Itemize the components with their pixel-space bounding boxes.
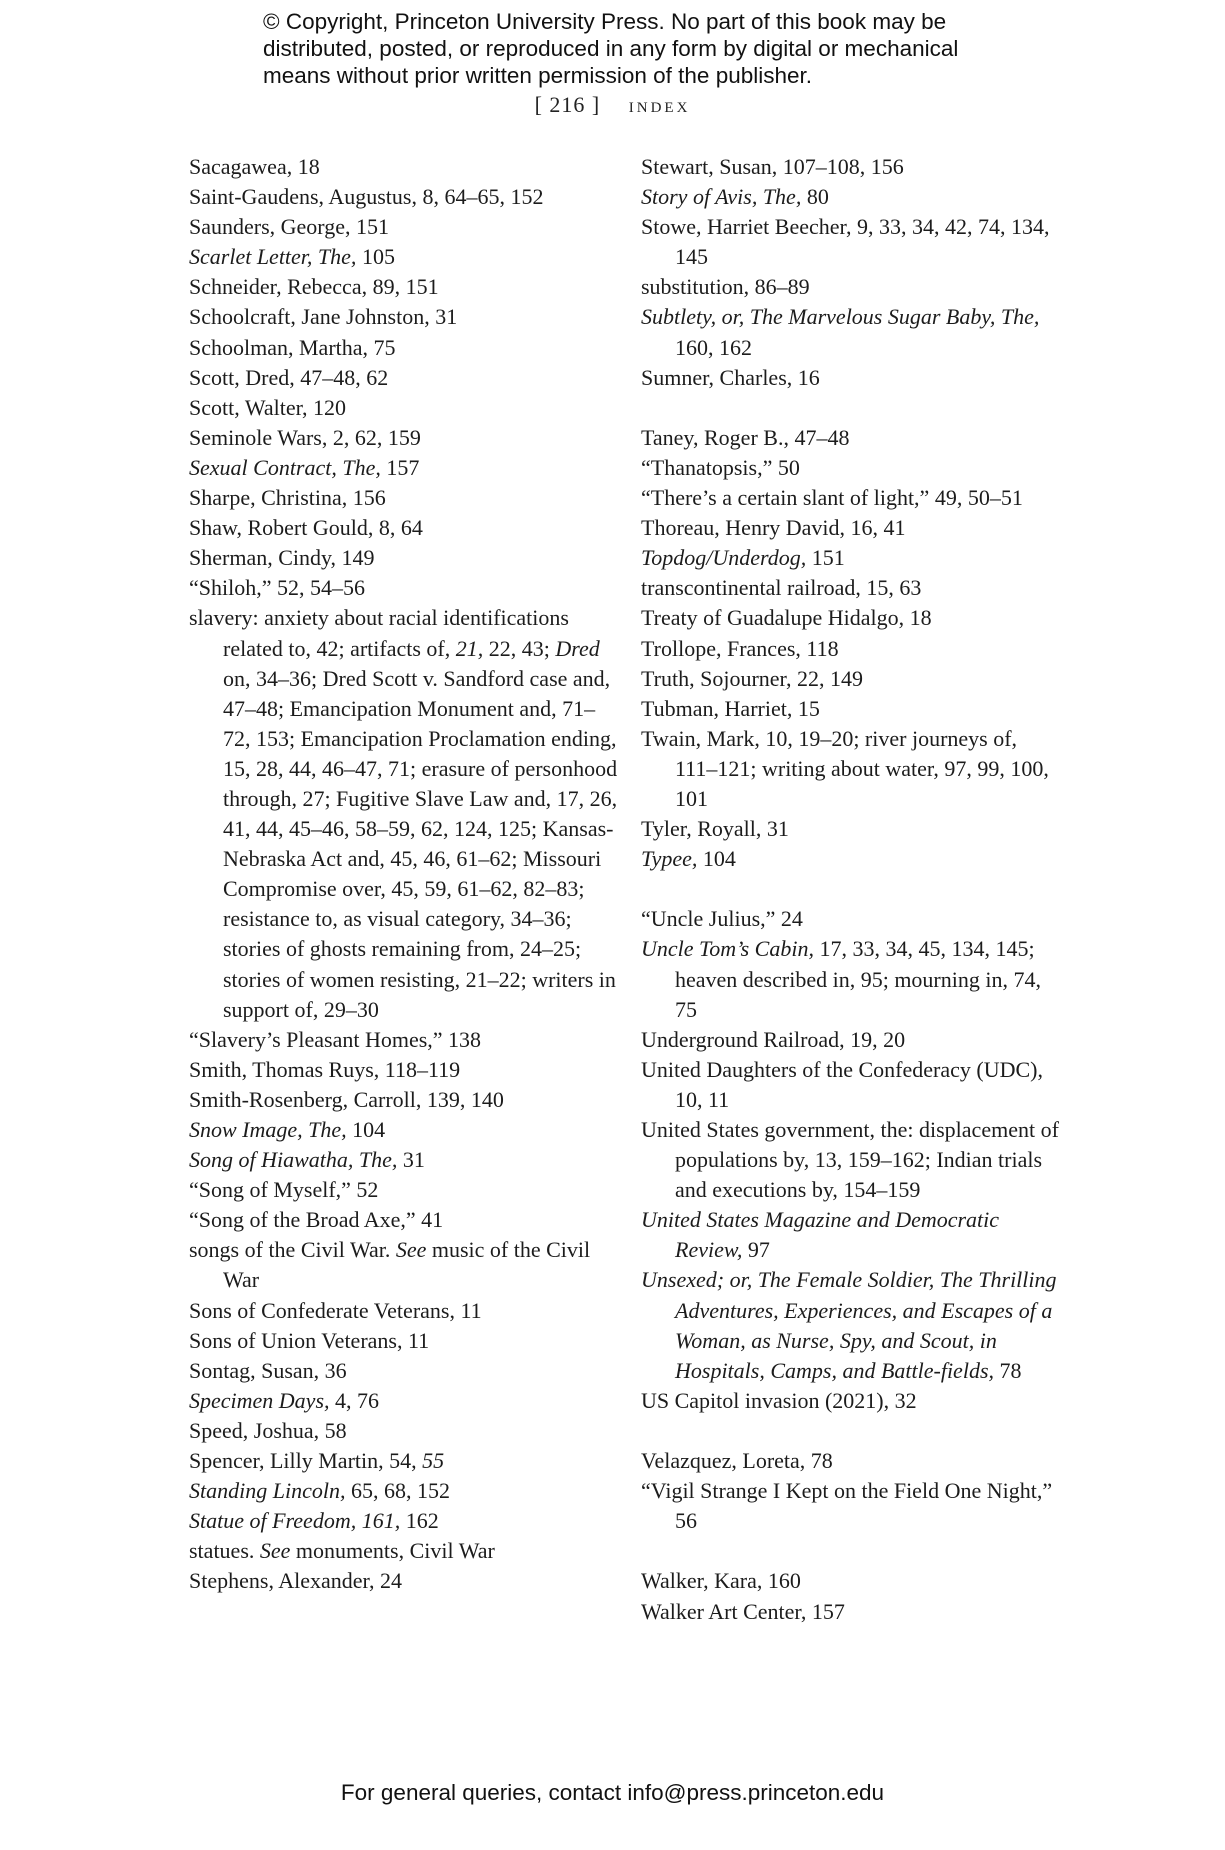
index-entry-text: slavery: anxiety about racial identifications related to, 42; artifacts of, (189, 605, 569, 661)
index-entry-text: Tubman, Harriet, 15 (641, 695, 820, 721)
index-entry-text: Shaw, Robert Gould, 8, 64 (189, 515, 423, 541)
index-entry (641, 1025, 1061, 1055)
index-entry (189, 1386, 619, 1416)
index-entry-text: 22, 43; (483, 635, 556, 661)
index-entry-text: Seminole Wars, 2, 62, 159 (189, 424, 421, 450)
index-entry-text: 157 (380, 454, 420, 480)
index-entry (189, 333, 619, 363)
index-entry-text: 105 (356, 244, 395, 270)
index-entry (641, 603, 1061, 633)
index-entry (189, 483, 619, 513)
index-entry-text: “Uncle Julius,” 24 (641, 906, 803, 932)
index-entry (189, 1085, 619, 1115)
copyright-line: distributed, posted, or reproduced in any form by digital or mechanical (263, 36, 959, 61)
index-entry (641, 152, 1061, 182)
index-entry (641, 1476, 1061, 1536)
index-entry (641, 1566, 1061, 1596)
letter-group-gap (641, 874, 1061, 904)
index-entry-text: Stephens, Alexander, 24 (189, 1568, 402, 1594)
index-entry-text: Scott, Walter, 120 (189, 394, 347, 420)
index-entry (189, 573, 619, 603)
index-entry-text: “Song of the Broad Axe,” 41 (189, 1207, 444, 1233)
index-entry-text: Trollope, Frances, 118 (641, 635, 839, 661)
index-entry-text: United States government, the: displacement of populations by, 13, 159–162; Indian trials and executions by, 154–159 (641, 1117, 1059, 1203)
index-entry (189, 1055, 619, 1085)
index-entry (189, 543, 619, 573)
index-entry (189, 272, 619, 302)
index-entry (641, 513, 1061, 543)
index-entry-text: Stewart, Susan, 107–108, 156 (641, 154, 904, 179)
index-entry-text: Scott, Dred, 47–48, 62 (189, 364, 389, 390)
index-entry (641, 724, 1061, 814)
page-number: [ 216 ] (534, 92, 601, 117)
index-entry-italic: Uncle Tom’s Cabin, (641, 936, 814, 962)
index-entry-text: Sacagawea, 18 (189, 154, 320, 179)
index-entry (641, 182, 1061, 212)
index-entry-text: 31 (397, 1147, 425, 1173)
index-entry-italic: Standing Lincoln, (189, 1478, 346, 1504)
index-entry-italic: Scarlet Letter, The, (189, 244, 357, 270)
index-entry (189, 212, 619, 242)
index-entry (641, 1055, 1061, 1115)
index-entry (189, 1356, 619, 1386)
index-entry (641, 1205, 1061, 1265)
index-entry-italic: See (259, 1538, 291, 1564)
index-entry-italic: Story of Avis, The, (641, 184, 802, 210)
index-entry-text: songs of the Civil War. (189, 1237, 396, 1263)
index-entry (189, 1536, 619, 1566)
index-entry (189, 603, 619, 1024)
index-entry (641, 904, 1061, 934)
index-entry-italic: Statue of Freedom, (189, 1508, 357, 1534)
index-entry (189, 1296, 619, 1326)
index-entry (641, 1115, 1061, 1205)
index-entry (641, 814, 1061, 844)
index-entry-text: Thoreau, Henry David, 16, 41 (641, 515, 906, 541)
index-entry-text: Walker Art Center, 157 (641, 1598, 845, 1624)
index-entry (641, 573, 1061, 603)
index-entry-italic: 55 (422, 1448, 445, 1474)
index-entry (189, 423, 619, 453)
index-entry-text: “Shiloh,” 52, 54–56 (189, 575, 365, 601)
index-entry-text: music of the Civil War (223, 1237, 591, 1293)
index-entry-italic: Specimen Days, (189, 1387, 330, 1413)
index-entry-text: Sons of Union Veterans, 11 (189, 1327, 430, 1353)
index-entry-text: Spencer, Lilly Martin, 54, (189, 1448, 423, 1474)
index-entry (641, 302, 1061, 362)
index-entry-text: “Slavery’s Pleasant Homes,” 138 (189, 1026, 482, 1052)
index-entry-text: Saint-Gaudens, Augustus, 8, 64–65, 152 (189, 184, 544, 210)
index-entry-text: 160, 162 (675, 334, 752, 360)
index-entry-text: 17, 33, 34, 45, 134, 145; heaven described in, 95; mourning in, 74, 75 (675, 936, 1041, 1022)
index-entry-text: Schoolman, Martha, 75 (189, 334, 396, 360)
index-column-right (641, 152, 1061, 1627)
index-entry-text: Taney, Roger B., 47–48 (641, 424, 850, 450)
index-entry (641, 1265, 1061, 1385)
index-entry (641, 423, 1061, 453)
index-entry-text: Sontag, Susan, 36 (189, 1357, 347, 1383)
index-entry-italic: Unsexed; or, The Female Soldier, The Thrilling Adventures, Experiences, and Escapes of a Woman, as Nurse, Spy, and Scout, in Hospitals, Camps, and Battle-fields, (641, 1267, 1057, 1383)
index-entry (641, 694, 1061, 724)
index-entry-text: Smith-Rosenberg, Carroll, 139, 140 (189, 1086, 504, 1112)
index-entry-italic: Dred (555, 635, 600, 661)
index-entry-text: United Daughters of the Confederacy (UDC), 10, 11 (641, 1056, 1043, 1112)
index-entry (189, 1145, 619, 1175)
index-entry-text: Sumner, Charles, 16 (641, 364, 820, 390)
index-entry (641, 453, 1061, 483)
index-entry-italic: See (395, 1237, 427, 1263)
index-entry-text: 104 (346, 1117, 386, 1142)
index-entry-text: US Capitol invasion (2021), 32 (641, 1387, 917, 1413)
index-entry (189, 1326, 619, 1356)
section-title: index (628, 92, 691, 117)
index-entry-text: “There’s a certain slant of light,” 49, 50–51 (641, 485, 1023, 511)
index-entry (641, 363, 1061, 393)
index-entry (189, 1235, 619, 1295)
index-entry (641, 212, 1061, 272)
index-entry-text: monuments, Civil War (290, 1538, 495, 1564)
index-entry-text: Schneider, Rebecca, 89, 151 (189, 274, 439, 300)
index-entry-text: 151 (806, 545, 845, 571)
index-entry (189, 242, 619, 272)
index-entry-text: statues. (189, 1538, 260, 1564)
copyright-line: means without prior written permission of the publisher. (263, 63, 813, 88)
index-entry-italic: United States Magazine and Democratic Review, (641, 1207, 1000, 1263)
index-entry-text: 97 (742, 1237, 770, 1263)
index-entry-text: “Vigil Strange I Kept on the Field One Night,” 56 (641, 1478, 1053, 1534)
index-entry-italic: Subtlety, or, The Marvelous Sugar Baby, The, (641, 304, 1040, 330)
index-entry-text: substitution, 86–89 (641, 274, 810, 300)
index-entry-text: Sharpe, Christina, 156 (189, 485, 386, 511)
index-entry (189, 1476, 619, 1506)
index-entry-text: 162 (400, 1508, 439, 1534)
index-entry-text: Treaty of Guadalupe Hidalgo, 18 (641, 605, 932, 631)
index-entry (189, 302, 619, 332)
index-entry-italic: 161, (361, 1508, 401, 1534)
index-entry-text: Truth, Sojourner, 22, 149 (641, 665, 863, 691)
index-entry (189, 453, 619, 483)
index-entry-text: 80 (801, 184, 829, 210)
copyright-line: © Copyright, Princeton University Press. No part of this book may be (263, 9, 947, 34)
index-entry-text: 4, 76 (329, 1387, 380, 1413)
letter-group-gap (641, 1416, 1061, 1446)
index-entry-text: Walker, Kara, 160 (641, 1568, 801, 1594)
index-entry-text: Schoolcraft, Jane Johnston, 31 (189, 304, 458, 330)
running-head (0, 92, 1225, 118)
index-entry (641, 1597, 1061, 1627)
index-entry-text: Velazquez, Loreta, 78 (641, 1448, 833, 1474)
index-entry (189, 1025, 619, 1055)
index-entry (189, 1175, 619, 1205)
index-entry (189, 1566, 619, 1596)
index-entry (189, 363, 619, 393)
index-entry-text: Sons of Confederate Veterans, 11 (189, 1297, 482, 1323)
index-entry (641, 1446, 1061, 1476)
letter-group-gap (641, 1536, 1061, 1566)
index-entry (641, 1386, 1061, 1416)
index-entry-text: transcontinental railroad, 15, 63 (641, 575, 922, 601)
index-entry-italic: 21, (455, 635, 484, 661)
index-entry (641, 934, 1061, 1024)
index-entry (189, 393, 619, 423)
index-column-left (189, 152, 619, 1597)
index-entry-text: Saunders, George, 151 (189, 214, 389, 240)
index-entry (189, 182, 619, 212)
copyright-notice (263, 8, 1043, 89)
index-entry (189, 513, 619, 543)
index-entry-text: Twain, Mark, 10, 19–20; river journeys of, 111–121; writing about water, 97, 99, 100, 101 (641, 725, 1049, 811)
index-entry-text: “Song of Myself,” 52 (189, 1177, 379, 1203)
index-entry-text: Underground Railroad, 19, 20 (641, 1026, 906, 1052)
index-entry (641, 543, 1061, 573)
index-entry-text: Sherman, Cindy, 149 (189, 545, 375, 571)
index-entry (641, 844, 1061, 874)
index-entry-text: Stowe, Harriet Beecher, 9, 33, 34, 42, 74, 134, 145 (641, 214, 1050, 270)
index-entry (641, 634, 1061, 664)
index-entry-text: 104 (697, 846, 736, 872)
index-entry (189, 1506, 619, 1536)
index-entry (641, 483, 1061, 513)
footer-contact: For general queries, contact info@press.princeton.edu (340, 1780, 885, 1805)
index-entry-text: Tyler, Royall, 31 (641, 816, 789, 842)
index-entry (189, 1446, 619, 1476)
index-entry-text: 65, 68, 152 (345, 1478, 450, 1504)
index-entry-text: “Thanatopsis,” 50 (641, 454, 800, 480)
index-entry-text: Smith, Thomas Ruys, 118–119 (189, 1056, 461, 1082)
index-entry (641, 664, 1061, 694)
letter-group-gap (641, 393, 1061, 423)
index-entry (189, 1115, 619, 1145)
index-entry-italic: Topdog/Underdog, (641, 545, 807, 571)
index-entry (641, 272, 1061, 302)
index-entry-italic: Song of Hiawatha, The, (189, 1147, 398, 1173)
index-entry-text: Speed, Joshua, 58 (189, 1417, 347, 1443)
index-entry (189, 1416, 619, 1446)
index-entry-italic: Sexual Contract, The, (189, 454, 381, 480)
index-entry-italic: Snow Image, The, (189, 1117, 347, 1142)
index-entry (189, 1205, 619, 1235)
index-entry (189, 152, 619, 182)
index-entry-italic: Typee, (641, 846, 698, 872)
index-entry-text: on, 34–36; Dred Scott v. Sandford case and, 47–48; Emancipation Monument and, 71–72, 153; Emancipation Proclamation ending, 15, 28, 44, 46–47, 71; erasure of personhood through, 27; Fugitive Slave Law and, 17, 26, 41, 44, 45–46, 58–59, 62, 124, 125; Kansas-Nebraska Act and, 45, 46, 61–62; Missouri Compromise over, 45, 59, 61–62, 82–83; resistance to, as visual category, 34–36; stories of ghosts remaining from, 24–25; stories of women resisting, 21–22; writers in support of, 29–30 (223, 665, 618, 1022)
index-entry-text: 78 (994, 1357, 1022, 1383)
